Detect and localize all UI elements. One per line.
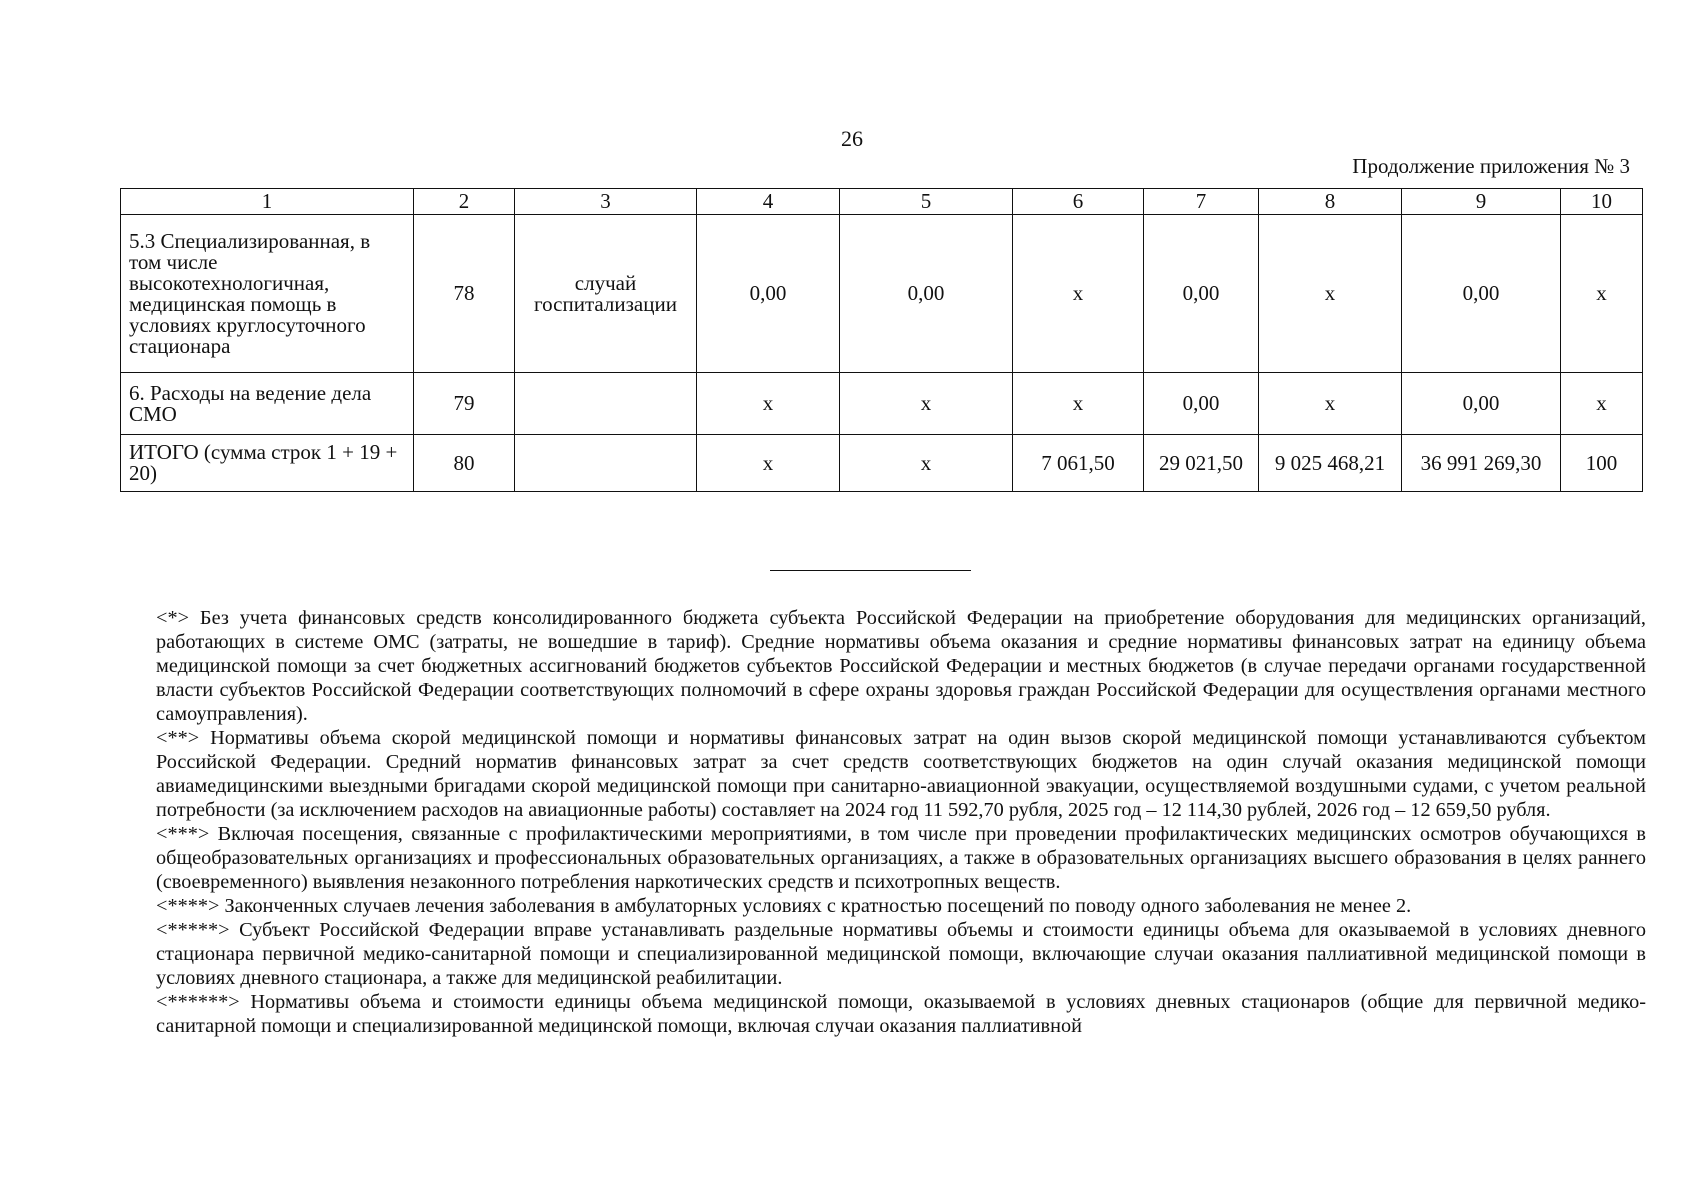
value-cell: 29 021,50 (1144, 435, 1259, 492)
value-cell: 100 (1561, 435, 1643, 492)
value-cell: 0,00 (1144, 373, 1259, 435)
footnote: <**> Нормативы объема скорой медицинской помощи и нормативы финансовых затрат на один вызов скорой медицинской помощи устанавливаются субъектом Российской Федерации. Средний норматив финансовых затрат за счет средств соответствующих бюджетов на один случай оказания медицинской помощи авиамедицинскими выездными бригадами скорой медицинской помощи при санитарно-авиационной эвакуации, осуществляемой воздушными судами, с учетом реальной потребности (за исключением расходов на авиационные работы) составляет на 2024 год 11 592,70 рубля, 2025 год – 12 114,30 рублей, 2026 год – 12 659,50 рубля. (156, 727, 1646, 821)
value-cell: х (1561, 215, 1643, 373)
unit-cell (515, 373, 697, 435)
value-cell: 9 025 468,21 (1259, 435, 1402, 492)
column-number: 9 (1402, 189, 1561, 215)
column-number: 8 (1259, 189, 1402, 215)
value-cell: х (840, 435, 1013, 492)
column-number: 5 (840, 189, 1013, 215)
value-cell: 36 991 269,30 (1402, 435, 1561, 492)
column-number: 6 (1013, 189, 1144, 215)
footnote: <*****> Субъект Российской Федерации вправе устанавливать раздельные нормативы объемы и стоимости единицы объема для оказываемой в условиях дневного стационара первичной медико-санитарной помощи и специализированной медицинской помощи, включающие случаи оказания паллиативной медицинской помощи в условиях дневного стационара, а также для медицинской реабилитации. (156, 919, 1646, 989)
column-number: 3 (515, 189, 697, 215)
table-row (121, 373, 1643, 435)
table-row-total (121, 435, 1643, 492)
table-header-row (121, 189, 1643, 215)
value-cell: х (697, 435, 840, 492)
row-line-number: 78 (414, 215, 515, 373)
footnote: <*> Без учета финансовых средств консолидированного бюджета субъекта Российской Федерации на приобретение оборудования для медицинских организаций, работающих в системе ОМС (затраты, не вошедшие в тариф). Средние нормативы объема оказания и средние нормативы финансовых затрат на единицу объема медицинской помощи за счет бюджетных ассигнований бюджетов субъектов Российской Федерации и местных бюджетов (в случае передачи органами государственной власти субъектов Российской Федерации соответствующих полномочий в сфере охраны здоровья граждан Российской Федерации для осуществления органами местного самоуправления). (156, 607, 1646, 725)
column-number: 2 (414, 189, 515, 215)
column-number: 7 (1144, 189, 1259, 215)
column-number: 4 (697, 189, 840, 215)
value-cell: х (1013, 215, 1144, 373)
footnote-separator-line (770, 570, 971, 571)
footnote: <***> Включая посещения, связанные с профилактическими мероприятиями, в том числе при проведении профилактических медицинских осмотров обучающихся в общеобразовательных организациях и профессиональных образовательных организациях, а также в образовательных организациях высшего образования в целях раннего (своевременного) выявления незаконного потребления наркотических средств и психотропных веществ. (156, 823, 1646, 893)
appendix-continuation-label: Продолжение приложения № 3 (1352, 154, 1630, 178)
value-cell: х (840, 373, 1013, 435)
value-cell: 0,00 (1402, 373, 1561, 435)
footnote: <****> Законченных случаев лечения заболевания в амбулаторных условиях с кратностью посещений по поводу одного заболевания не менее 2. (156, 895, 1412, 917)
row-line-number: 80 (414, 435, 515, 492)
footnote: <******> Нормативы объема и стоимости единицы объема медицинской помощи, оказываемой в условиях дневных стационаров (общие для первичной медико-санитарной помощи и специализированной медицинской помощи, включая случаи оказания паллиативной (156, 991, 1646, 1037)
value-cell: 7 061,50 (1013, 435, 1144, 492)
unit-cell: случай госпитализации (515, 215, 697, 373)
value-cell: 0,00 (697, 215, 840, 373)
row-line-number: 79 (414, 373, 515, 435)
unit-cell (515, 435, 697, 492)
column-number: 10 (1561, 189, 1643, 215)
row-name: 6. Расходы на ведение дела СМО (121, 373, 414, 435)
norms-table (120, 188, 1643, 492)
value-cell: х (1561, 373, 1643, 435)
row-name: ИТОГО (сумма строк 1 + 19 + 20) (121, 435, 414, 492)
value-cell: х (697, 373, 840, 435)
row-name: 5.3 Специализированная, в том числе высокотехнологичная, медицинская помощь в условиях круглосуточного стационара (121, 215, 414, 373)
footnotes (156, 606, 1646, 1038)
value-cell: х (1259, 373, 1402, 435)
page-number: 26 (841, 126, 863, 151)
table-row (121, 215, 1643, 373)
value-cell: 0,00 (840, 215, 1013, 373)
value-cell: 0,00 (1402, 215, 1561, 373)
value-cell: х (1013, 373, 1144, 435)
value-cell: х (1259, 215, 1402, 373)
column-number: 1 (121, 189, 414, 215)
value-cell: 0,00 (1144, 215, 1259, 373)
